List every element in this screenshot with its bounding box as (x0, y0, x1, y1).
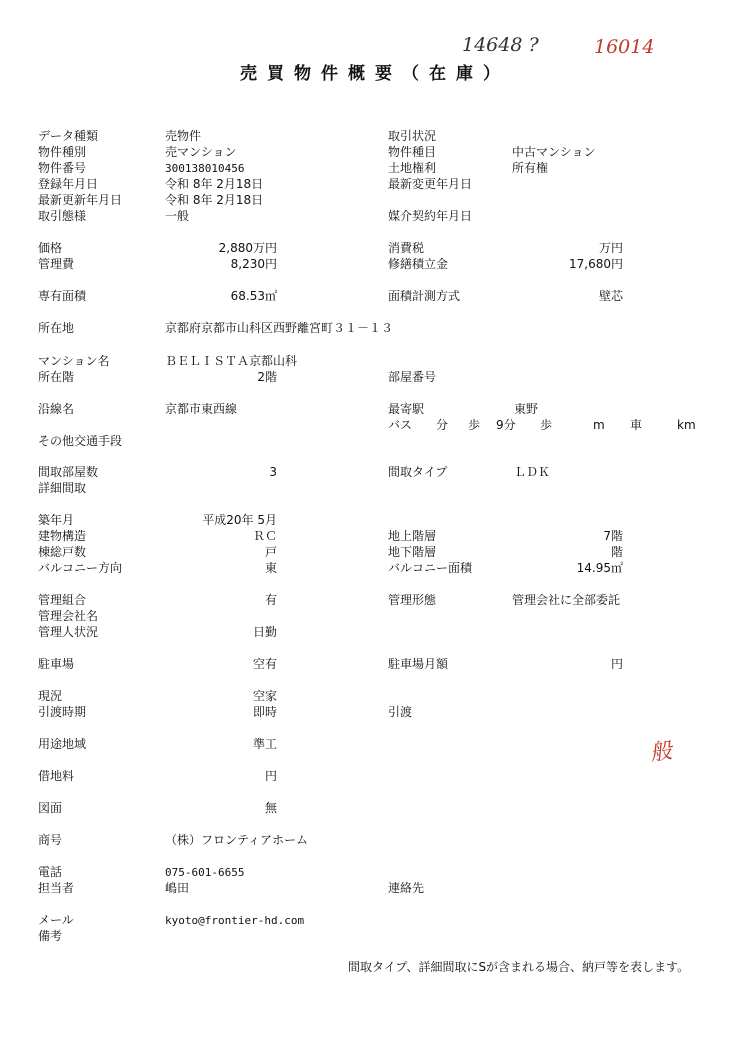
value-transaction-mode: 一般 (165, 209, 190, 223)
label-transaction-mode: 取引態様 (38, 209, 87, 223)
label-structure: 建物構造 (38, 529, 87, 543)
value-last-update-date: 令和 8年 2月18日 (165, 193, 264, 207)
label-parking-monthly: 駐車場月額 (388, 657, 449, 671)
value-phone: 075-601-6655 (165, 866, 245, 879)
label-last-change-date: 最新変更年月日 (388, 177, 473, 191)
value-built-date: 平成20年 5月 (202, 513, 277, 527)
label-zoning: 用途地域 (38, 737, 87, 751)
label-area-measurement: 面積計測方式 (388, 289, 461, 303)
label-contact-person: 担当者 (38, 881, 75, 895)
label-registration-date: 登録年月日 (38, 177, 99, 191)
label-above-ground-floors: 地上階層 (388, 529, 437, 543)
label-company-name: 商号 (38, 833, 63, 847)
value-price: 2,880万円 (218, 241, 277, 255)
value-area-measurement: 壁芯 (598, 289, 623, 303)
label-current-status: 現況 (38, 689, 63, 703)
value-property-number: 300138010456 (165, 162, 245, 175)
value-management-type: 管理会社に全部委託 (512, 593, 621, 607)
value-train-line: 京都市東西線 (165, 402, 238, 416)
transport-walk-minutes: 9分 (496, 418, 516, 432)
label-handover-timing: 引渡時期 (38, 705, 87, 719)
label-last-update-date: 最新更新年月日 (38, 193, 123, 207)
page-title: 売買物件概要（在庫） (240, 64, 510, 84)
value-underground-floors: 階 (610, 545, 623, 559)
value-balcony-area: 14.95㎡ (576, 561, 623, 575)
label-address: 所在地 (38, 321, 75, 335)
value-room-count: 3 (269, 465, 277, 479)
value-consumption-tax: 万円 (598, 241, 623, 255)
value-handover-timing: 即時 (252, 705, 277, 719)
label-floor: 所在階 (38, 370, 75, 384)
handwritten-stamp: 般 (648, 738, 674, 767)
label-underground-floors: 地下階層 (388, 545, 437, 559)
value-parking: 空有 (252, 657, 277, 671)
value-balcony-direction: 東 (264, 561, 277, 575)
label-handover: 引渡 (388, 705, 413, 719)
label-consumption-tax: 消費税 (388, 241, 425, 255)
value-floor: 2階 (257, 370, 277, 384)
transport-car-label: 車 (630, 418, 643, 432)
value-management-association: 有 (264, 593, 277, 607)
value-company-name: （株）フロンティアホーム (165, 833, 309, 847)
label-management-association: 管理組合 (38, 593, 87, 607)
value-structure: ＲＣ (252, 529, 277, 543)
value-building-name: ＢＥＬＩＳＴＡ京都山科 (165, 354, 298, 368)
label-balcony-direction: バルコニー方向 (38, 561, 123, 575)
transport-walk-label-2: 歩 (540, 418, 553, 432)
value-nearest-station: 東野 (514, 402, 539, 416)
label-repair-reserve: 修繕積立金 (388, 257, 449, 271)
label-property-category: 物件種目 (388, 145, 437, 159)
label-management-fee: 管理費 (38, 257, 75, 271)
value-data-type: 売物件 (165, 129, 202, 143)
label-land-rent: 借地料 (38, 769, 75, 783)
label-transaction-status: 取引状況 (388, 129, 437, 143)
transport-bus-label: バス (388, 418, 413, 432)
label-other-transport: その他交通手段 (38, 434, 123, 448)
value-email: kyoto@frontier-hd.com (165, 914, 305, 927)
label-data-type: データ種類 (38, 129, 99, 143)
value-management-fee: 8,230円 (230, 257, 277, 271)
handwritten-note-left: 14648 ? (462, 34, 539, 56)
label-remarks: 備考 (38, 929, 63, 943)
value-above-ground-floors: 7階 (603, 529, 623, 543)
label-phone: 電話 (38, 865, 63, 879)
label-brokerage-contract-date: 媒介契約年月日 (388, 209, 473, 223)
transport-meters: m (593, 418, 605, 432)
label-contact: 連絡先 (388, 881, 425, 895)
label-property-number: 物件番号 (38, 161, 87, 175)
value-property-category: 中古マンション (512, 145, 596, 159)
transport-bus-minutes: 分 (436, 418, 449, 432)
value-zoning: 準工 (252, 737, 277, 751)
footnote: 間取タイプ、詳細間取にSが含まれる場合、納戸等を表します。 (348, 960, 690, 974)
value-total-units: 戸 (264, 545, 277, 559)
label-balcony-area: バルコニー面積 (388, 561, 473, 575)
label-nearest-station: 最寄駅 (388, 402, 425, 416)
transport-walk-label: 歩 (468, 418, 481, 432)
label-land-rights: 土地権利 (388, 161, 437, 175)
label-management-type: 管理形態 (388, 593, 437, 607)
label-property-type: 物件種別 (38, 145, 87, 159)
label-price: 価格 (38, 241, 63, 255)
label-email: メール (38, 913, 74, 927)
label-total-units: 棟総戸数 (38, 545, 87, 559)
label-room-number: 部屋番号 (388, 370, 437, 384)
label-floor-area: 専有面積 (38, 289, 87, 303)
value-contact-person: 嶋田 (165, 881, 190, 895)
label-parking: 駐車場 (38, 657, 75, 671)
value-property-type: 売マンション (165, 145, 237, 159)
value-manager-status: 日勤 (252, 625, 277, 639)
value-floor-plan: 無 (264, 801, 277, 815)
label-built-date: 築年月 (38, 513, 75, 527)
value-land-rights: 所有権 (512, 161, 549, 175)
label-layout-type: 間取タイプ (388, 465, 448, 479)
value-repair-reserve: 17,680円 (569, 257, 623, 271)
label-floor-plan: 図面 (38, 801, 63, 815)
label-train-line: 沿線名 (38, 402, 75, 416)
value-layout-type: ＬＤＫ (514, 465, 551, 479)
value-address: 京都府京都市山科区西野離宮町３１－１３ (165, 321, 394, 335)
transport-km: km (677, 418, 696, 432)
value-land-rent: 円 (264, 769, 277, 783)
label-building-name: マンション名 (38, 354, 110, 368)
label-manager-status: 管理人状況 (38, 625, 99, 639)
label-room-count: 間取部屋数 (38, 465, 99, 479)
handwritten-note-right: 16014 (594, 36, 655, 58)
value-floor-area: 68.53㎡ (230, 289, 277, 303)
value-parking-monthly: 円 (610, 657, 623, 671)
value-registration-date: 令和 8年 2月18日 (165, 177, 264, 191)
label-detailed-layout: 詳細間取 (38, 481, 87, 495)
value-current-status: 空家 (252, 689, 277, 703)
label-management-company: 管理会社名 (38, 609, 99, 623)
